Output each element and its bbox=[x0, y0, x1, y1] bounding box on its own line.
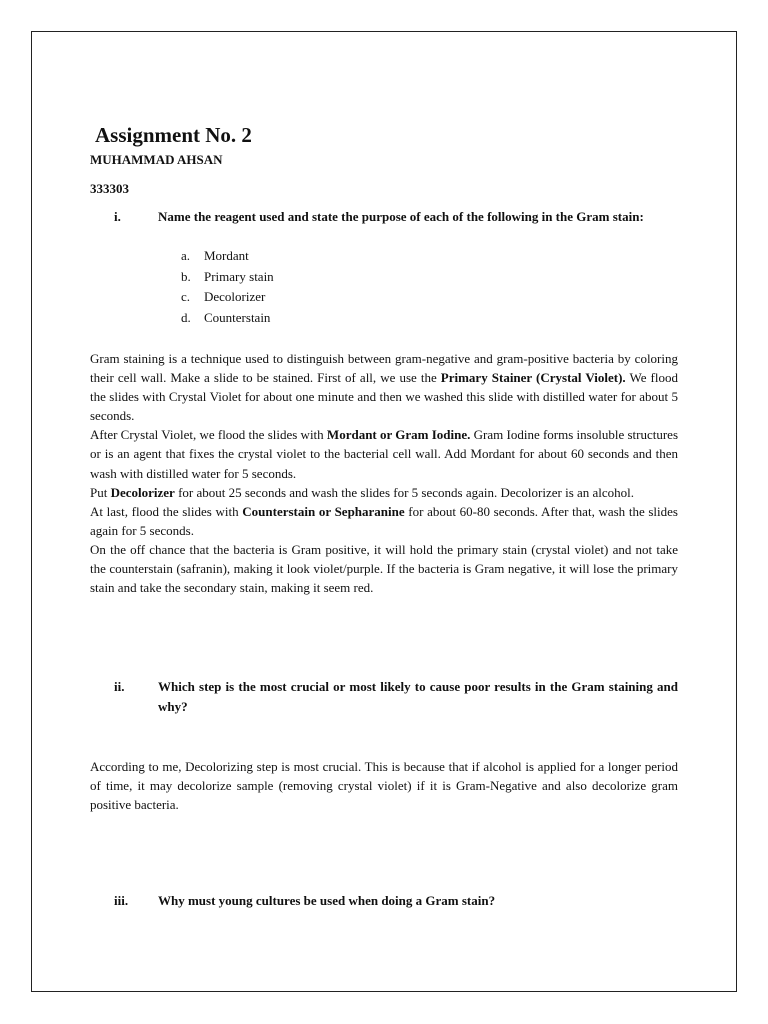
question-1-number: i. bbox=[114, 209, 121, 224]
text-run: Gram Iodine forms insoluble structures or is an agent that fixes the crystal violet to the bacterial cell wall. Add Mordant for about 60 seconds and then wash with distilled water for 5 seconds. bbox=[90, 427, 678, 481]
list-item-label: Decolorizer bbox=[204, 289, 266, 305]
text-run: We flood the slides with Crystal Violet for about one minute and then we washed this slide with distilled water for about 5 seconds. bbox=[90, 370, 678, 424]
list-item bbox=[181, 246, 274, 267]
question-1 bbox=[90, 207, 678, 227]
question-3-number: iii. bbox=[114, 893, 129, 908]
author-name: MUHAMMAD AHSAN bbox=[90, 152, 223, 167]
bold-term: Primary Stainer (Crystal Violet). bbox=[440, 370, 626, 386]
answer-1-paragraph-3 bbox=[90, 483, 678, 502]
text-run: Gram staining is a technique used to distinguish between gram-negative and gram-positive bacteria by coloring their cell wall. Make a slide to be stained. First of all, we use the bbox=[90, 351, 678, 386]
question-1-sub-list bbox=[181, 246, 274, 329]
list-item bbox=[181, 287, 274, 308]
answer-1-paragraph-4 bbox=[90, 502, 678, 540]
list-item-label: Counterstain bbox=[204, 310, 271, 326]
question-2-text: Which step is the most crucial or most likely to cause poor results in the Gram staining and why? bbox=[158, 679, 678, 714]
answer-1 bbox=[90, 349, 678, 597]
student-id: 333303 bbox=[90, 181, 129, 196]
answer-1-paragraph-2 bbox=[90, 425, 678, 482]
question-3-text: Why must young cultures be used when doing a Gram stain? bbox=[158, 893, 496, 908]
list-item-letter: d. bbox=[181, 310, 191, 326]
answer-2 bbox=[90, 757, 678, 814]
list-item bbox=[181, 267, 274, 288]
answer-1-paragraph-1 bbox=[90, 349, 678, 425]
question-3 bbox=[90, 891, 678, 911]
list-item-letter: a. bbox=[181, 248, 191, 263]
answer-2-paragraph: According to me, Decolorizing step is most crucial. This is because that if alcohol is applied for a longer period of time, it may decolorize sample (removing crystal violet) if it is Gram-Negative and also decolorize gram positive bacteria. bbox=[90, 759, 678, 813]
question-2 bbox=[90, 677, 678, 717]
list-item-letter: c. bbox=[181, 289, 191, 305]
text-run: for about 60-80 seconds. After that, wash the slides again for 5 seconds. bbox=[90, 503, 678, 538]
text-run: At last, flood the slides with bbox=[90, 503, 243, 519]
bold-term: Mordant or Gram Iodine. bbox=[326, 427, 471, 443]
bold-term: Counterstain or Sepharanine bbox=[242, 503, 405, 519]
document-title: Assignment No. 2 bbox=[95, 123, 252, 147]
list-item-label: Mordant bbox=[204, 248, 249, 263]
text-run: for about 25 seconds and wash the slides for 5 seconds again. Decolorizer is an alcohol. bbox=[174, 484, 635, 500]
bold-term: Decolorizer bbox=[110, 484, 175, 500]
answer-1-paragraph-5: On the off chance that the bacteria is Gram positive, it will hold the primary stain (crystal violet) and not take the counterstain (safranin), making it look violet/purple. If the bacteria is Gram negative, it will lose the primary stain and take the secondary stain, making it seem red. bbox=[90, 541, 678, 596]
list-item-label: Primary stain bbox=[204, 268, 274, 284]
question-2-number: ii. bbox=[114, 679, 125, 694]
list-item-letter: b. bbox=[181, 268, 191, 284]
text-run: Put bbox=[90, 484, 111, 500]
text-run: After Crystal Violet, we flood the slides with bbox=[90, 427, 327, 443]
list-item bbox=[181, 308, 274, 329]
question-1-text: Name the reagent used and state the purpose of each of the following in the Gram stain: bbox=[158, 209, 644, 224]
